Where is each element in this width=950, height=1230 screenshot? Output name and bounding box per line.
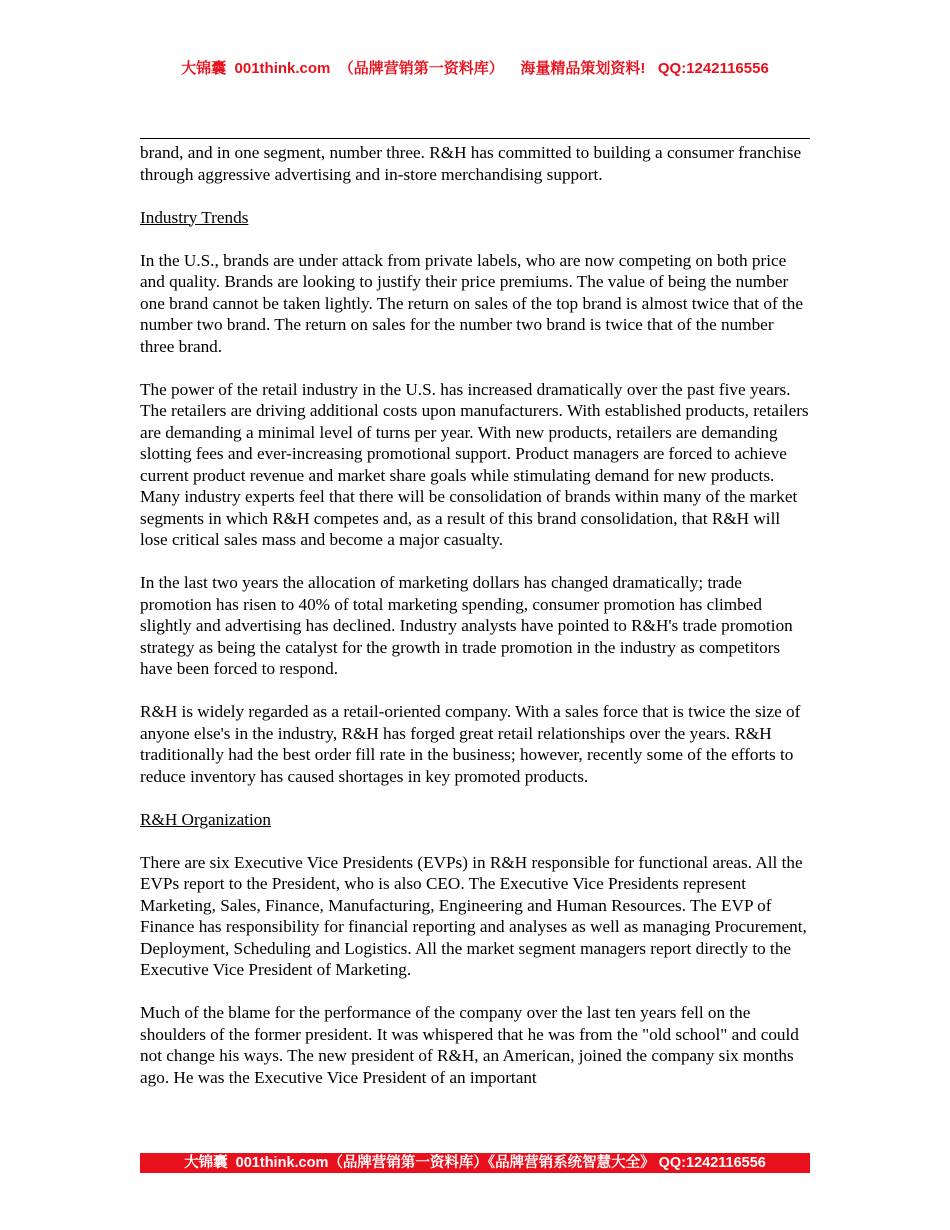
paragraph-retail-power: The power of the retail industry in the U.S. has increased dramatically over the past five years. The retailers are driving additional costs upon manufacturers. With established products, retailers are demanding a minimal level of turns per year. With new products, retailers are demanding slotting fees and ever-increasing promotional support. Product managers are forced to achieve current product revenue and market share goals while stimulating demand for new products. Many industry experts feel that there will be consolidation of brands within many of the market segments in which R&H competes and, as a result of this brand consolidation, that R&H will lose critical sales mass and become a major casualty. bbox=[140, 379, 809, 549]
paragraph-marketing-allocation: In the last two years the allocation of marketing dollars has changed dramatically; trade promotion has risen to 40% of total marketing spending, consumer promotion has climbed slightly and advertising has declined. Industry analysts have pointed to R&H's trade promotion strategy as being the catalyst for the growth in trade promotion in the industry as competitors have been forced to respond. bbox=[140, 573, 793, 678]
header-banner: 大锦囊 001think.com （品牌营销第一资料库） 海量精品策划资料! QQ:1242116556 bbox=[181, 60, 769, 77]
paragraph-evps: There are six Executive Vice Presidents (EVPs) in R&H responsible for functional areas. All the EVPs report to the President, who is also CEO. The Executive Vice Presidents represent Marketing, Sales, Finance, Manufacturing, Engineering and Human Resources. The EVP of Finance has responsibility for financial reporting and analyses as well as managing Procurement, Deployment, Scheduling and Logistics. All the market segment managers report directly to the Executive Vice President of Marketing. bbox=[140, 852, 807, 979]
paragraph-former-president: Much of the blame for the performance of the company over the last ten years fell on the shoulders of the former president. It was whispered that he was from the "old school" and could not change his ways. The new president of R&H, an American, joined the company six months ago. He was the Executive Vice President of an important bbox=[140, 1003, 799, 1087]
document-body bbox=[140, 142, 812, 1110]
paragraph-retail-oriented: R&H is widely regarded as a retail-oriented company. With a sales force that is twice the size of anyone else's in the industry, R&H has forged great retail relationships over the years. R&H traditionally had the best order fill rate in the business; however, recently some of the efforts to reduce inventory has caused shortages in key promoted products. bbox=[140, 702, 801, 786]
paragraph-brands-under-attack: In the U.S., brands are under attack from private labels, who are now competing on both price and quality. Brands are looking to justify their price premiums. The value of being the number one brand cannot be taken lightly. The return on sales of the top brand is almost twice that of the number two brand. The return on sales for the number two brand is twice that of the number three brand. bbox=[140, 250, 803, 356]
top-divider bbox=[140, 138, 810, 139]
section-heading-industry-trends: Industry Trends bbox=[140, 207, 249, 227]
section-heading-organization: R&H Organization bbox=[140, 809, 271, 829]
footer-banner: 大锦囊 001think.com（品牌营销第一资料库）《品牌营销系统智慧大全》 QQ:1242116556 bbox=[140, 1153, 810, 1173]
paragraph-continuation: brand, and in one segment, number three. R&H has committed to building a consumer franchise through aggressive advertising and in-store merchandising support. bbox=[140, 143, 802, 184]
